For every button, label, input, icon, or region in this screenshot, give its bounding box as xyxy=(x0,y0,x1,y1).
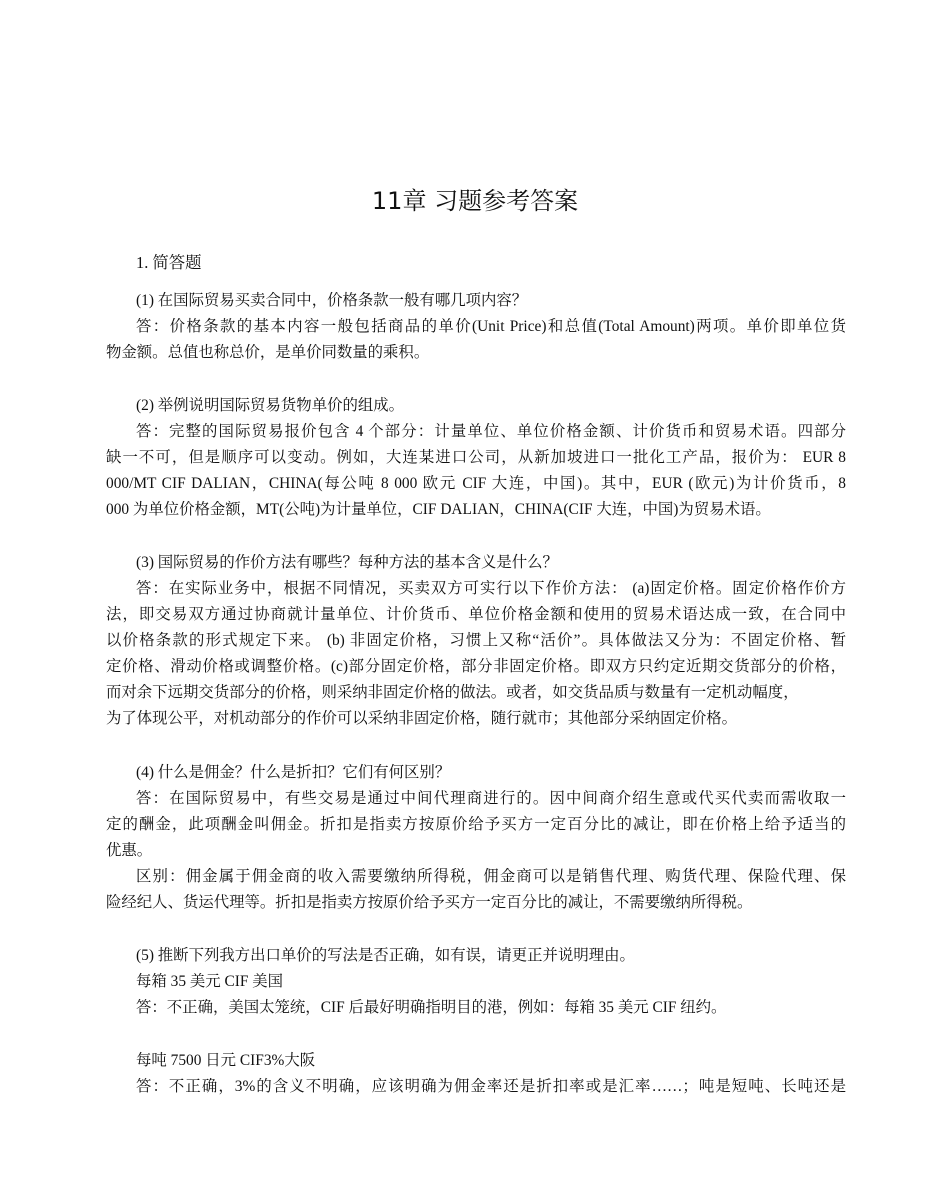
answer-3-line-4: 定价格、滑动价格或调整价格。(c)部分固定价格，部分非固定价格。即双方只约定近期交货部分的价格， xyxy=(106,658,846,675)
answer-3-line-5: 而对余下远期交货部分的价格，则采纳非固定价格的做法。或者，如交货品质与数量有一定机动幅度， xyxy=(106,684,799,701)
difference-line-2: 险经纪人、货运代理等。折扣是指卖方按原价给予买方一定百分比的减让，不需要缴纳所得税。 xyxy=(106,894,753,911)
answer-3-line-2: 法，即交易双方通过协商就计量单位、计价货币、单位价格金额和使用的贸易术语达成一致，在合同中 xyxy=(106,606,846,623)
answer-1-line-2: 物金额。总值也称总价，是单价同数量的乘积。 xyxy=(106,344,430,361)
price-item-2-answer: 答：不正确，3%的含义不明确，应该明确为佣金率还是折扣率或是汇率……；吨是短吨、长吨还是 xyxy=(136,1078,846,1095)
page-title: 11章 习题参考答案 xyxy=(371,187,579,215)
difference-line-1: 区别：佣金属于佣金商的收入需要缴纳所得税，佣金商可以是销售代理、购货代理、保险代理、保 xyxy=(136,868,846,885)
question-5: (5) 推断下列我方出口单价的写法是否正确，如有误，请更正并说明理由。 xyxy=(136,947,635,964)
answer-2-line-3: 000/MT CIF DALIAN，CHINA(每公吨 8 000 欧元 CIF 大连，中国)。其中，EUR (欧元)为计价货币，8 xyxy=(106,475,846,492)
question-3: (3) 国际贸易的作价方法有哪些？每种方法的基本含义是什么？ xyxy=(136,554,558,571)
section-heading: 1. 简答题 xyxy=(136,253,202,272)
question-1: (1) 在国际贸易买卖合同中，价格条款一般有哪几项内容？ xyxy=(136,292,528,309)
answer-3-line-3: 以价格条款的形式规定下来。 (b) 非固定价格，习惯上又称“活价”。具体做法又分为：不固定价格、暂 xyxy=(106,632,846,649)
answer-4-line-1: 答：在国际贸易中，有些交易是通过中间代理商进行的。因中间商介绍生意或代买代卖而需收取一 xyxy=(136,790,846,807)
price-item-1-answer: 答：不正确，美国太笼统，CIF 后最好明确指明目的港，例如：每箱 35 美元 CIF 纽约。 xyxy=(136,999,727,1016)
answer-4-line-3: 优惠。 xyxy=(106,842,153,859)
question-4: (4) 什么是佣金？什么是折扣？它们有何区别？ xyxy=(136,764,451,781)
price-item-2: 每吨 7500 日元 CIF3%大阪 xyxy=(136,1052,316,1069)
answer-2-line-2: 缺一不可，但是顺序可以变动。例如，大连某进口公司，从新加坡进口一批化工产品，报价为： EUR 8 xyxy=(106,449,846,466)
answer-1-line-1: 答：价格条款的基本内容一般包括商品的单价(Unit Price)和总值(Total Amount)两项。单价即单位货 xyxy=(136,318,846,335)
price-item-1: 每箱 35 美元 CIF 美国 xyxy=(136,973,284,990)
answer-4-line-2: 定的酬金，此项酬金叫佣金。折扣是指卖方按原价给予买方一定百分比的减让，即在价格上给予适当的 xyxy=(106,816,846,833)
answer-3-line-1: 答：在实际业务中，根据不同情况，买卖双方可实行以下作价方法： (a)固定价格。固定价格作价方 xyxy=(136,580,846,597)
question-2: (2) 举例说明国际贸易货物单价的组成。 xyxy=(136,397,405,414)
answer-2-line-1: 答：完整的国际贸易报价包含 4 个部分：计量单位、单位价格金额、计价货币和贸易术语。四部分 xyxy=(136,423,846,440)
answer-2-line-4: 000 为单位价格金额，MT(公吨)为计量单位，CIF DALIAN，CHINA(CIF 大连，中国)为贸易术语。 xyxy=(106,501,771,518)
answer-3-line-6: 为了体现公平，对机动部分的作价可以采纳非固定价格，随行就市；其他部分采纳固定价格。 xyxy=(106,710,738,727)
